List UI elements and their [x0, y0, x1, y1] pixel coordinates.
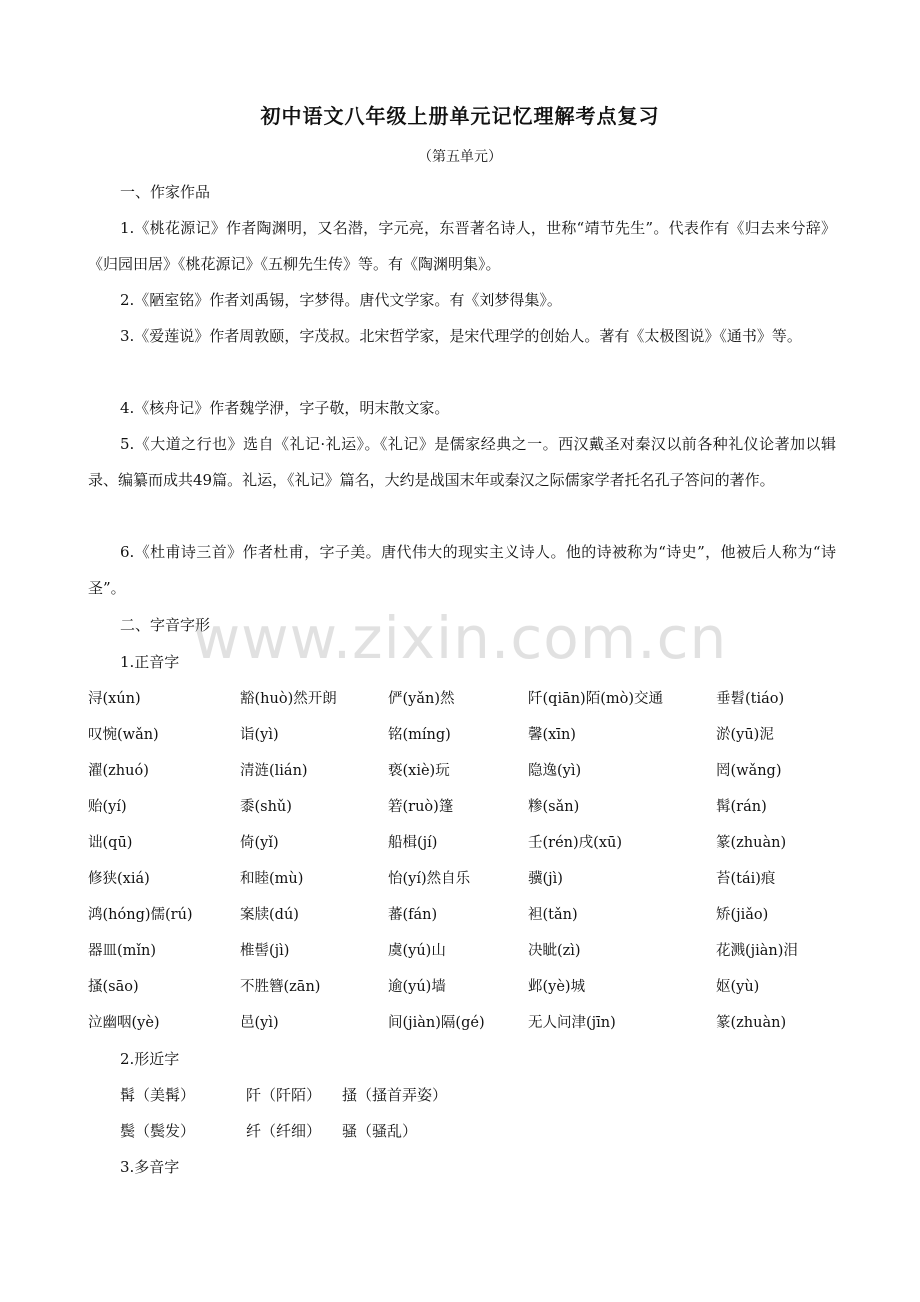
similar-item: 髯（美髯）	[120, 1086, 196, 1104]
paragraph-3: 3.《爱莲说》作者周敦颐，字茂叔。北宋哲学家，是宋代理学的创始人。著有《太极图说》《通书》等。	[120, 327, 802, 345]
section-heading-pronunciation: 二、字音字形	[120, 616, 211, 634]
pronunciation-item: 蕃(fán)	[388, 907, 438, 923]
similar-item: 骚（骚乱）	[342, 1122, 418, 1140]
pronunciation-item: 泣幽咽(yè)	[88, 1015, 160, 1031]
pronunciation-item: 和睦(mù)	[240, 871, 304, 887]
pronunciation-item: 清涟(lián)	[240, 763, 308, 779]
pronunciation-item: 馨(xīn)	[528, 727, 576, 743]
pronunciation-item: 间(jiàn)隔(gé)	[388, 1015, 485, 1031]
pronunciation-row	[88, 1011, 848, 1047]
pronunciation-item: 花溅(jiàn)泪	[716, 943, 798, 959]
pronunciation-item: 邺(yè)城	[528, 979, 586, 995]
pronunciation-item: 倚(yǐ)	[240, 835, 279, 851]
similar-item: 纤（纤细）	[246, 1122, 322, 1140]
pronunciation-item: 船楫(jí)	[388, 835, 438, 851]
pronunciation-item: 案牍(dú)	[240, 907, 299, 923]
pronunciation-row	[88, 867, 848, 903]
similar-characters-row	[120, 1120, 720, 1156]
pronunciation-item: 椎髻(jì)	[240, 943, 290, 959]
pronunciation-item: 诣(yì)	[240, 727, 279, 743]
pronunciation-item: 豁(huò)然开朗	[240, 691, 337, 707]
pronunciation-item: 贻(yí)	[88, 799, 127, 815]
pronunciation-item: 篆(zhuàn)	[716, 835, 787, 851]
pronunciation-item: 袒(tǎn)	[528, 907, 578, 923]
pronunciation-item: 器皿(mǐn)	[88, 943, 157, 959]
document-title: 初中语文八年级上册单元记忆理解考点复习	[260, 104, 660, 128]
pronunciation-item: 壬(rén)戌(xū)	[528, 835, 622, 851]
pronunciation-item: 修狭(xiá)	[88, 871, 150, 887]
pronunciation-row	[88, 939, 848, 975]
document-subtitle: （第五单元）	[418, 149, 502, 165]
pronunciation-item: 矫(jiǎo)	[716, 907, 769, 923]
pronunciation-item: 隐逸(yì)	[528, 763, 582, 779]
subheading-similar-characters: 2.形近字	[120, 1050, 180, 1068]
pronunciation-row	[88, 831, 848, 867]
pronunciation-item: 罔(wǎng)	[716, 763, 782, 779]
pronunciation-item: 糁(sǎn)	[528, 799, 580, 815]
subheading-correct-pronunciation: 1.正音字	[120, 653, 180, 671]
paragraph-1: 1.《桃花源记》作者陶渊明，又名潜，字元亮，东晋著名诗人，世称“靖节先生”。代表作有《归去来兮辞》《归园田居》《桃花源记》《五柳先生传》等。有《陶渊明集》。	[88, 219, 836, 273]
pronunciation-item: 亵(xiè)玩	[388, 763, 450, 779]
pronunciation-row	[88, 723, 848, 759]
pronunciation-item: 浔(xún)	[88, 691, 141, 707]
pronunciation-item: 无人问津(jīn)	[528, 1015, 616, 1031]
pronunciation-item: 鸿(hóng)儒(rú)	[88, 907, 193, 923]
paragraph-2: 2.《陋室铭》作者刘禹锡，字梦得。唐代文学家。有《刘梦得集》。	[120, 291, 562, 309]
pronunciation-row	[88, 759, 848, 795]
pronunciation-item: 叹惋(wǎn)	[88, 727, 159, 743]
pronunciation-row	[88, 903, 848, 939]
pronunciation-item: 妪(yù)	[716, 979, 760, 995]
similar-item: 搔（搔首弄姿）	[342, 1086, 448, 1104]
pronunciation-item: 髯(rán)	[716, 799, 767, 815]
similar-characters-row	[120, 1084, 720, 1120]
watermark: www.zixin.com.cn	[192, 604, 728, 672]
pronunciation-item: 虞(yú)山	[388, 943, 446, 959]
pronunciation-item: 箬(ruò)篷	[388, 799, 454, 815]
pronunciation-row	[88, 975, 848, 1011]
pronunciation-row	[88, 795, 848, 831]
pronunciation-item: 铭(míng)	[388, 727, 451, 743]
paragraph-6: 6.《杜甫诗三首》作者杜甫，字子美。唐代伟大的现实主义诗人。他的诗被称为“诗史”，他被后人称为“诗圣”。	[88, 543, 836, 597]
pronunciation-item: 怡(yí)然自乐	[388, 871, 471, 887]
pronunciation-item: 邑(yì)	[240, 1015, 279, 1031]
pronunciation-item: 垂髫(tiáo)	[716, 691, 785, 707]
pronunciation-item: 骥(jì)	[528, 871, 563, 887]
section-heading-authors: 一、作家作品	[120, 183, 211, 201]
pronunciation-item: 篆(zhuàn)	[716, 1015, 787, 1031]
pronunciation-item: 黍(shǔ)	[240, 799, 292, 815]
pronunciation-item: 搔(sāo)	[88, 979, 139, 995]
paragraph-4: 4.《核舟记》作者魏学洢，字子敬，明末散文家。	[120, 399, 450, 417]
similar-item: 鬓（鬓发）	[120, 1122, 196, 1140]
pronunciation-item: 阡(qiān)陌(mò)交通	[528, 691, 664, 707]
pronunciation-item: 俨(yǎn)然	[388, 691, 455, 707]
pronunciation-item: 不胜簪(zān)	[240, 979, 321, 995]
similar-item: 阡（阡陌）	[246, 1086, 322, 1104]
pronunciation-row	[88, 687, 848, 723]
pronunciation-item: 逾(yú)墙	[388, 979, 446, 995]
pronunciation-item: 苔(tái)痕	[716, 871, 776, 887]
pronunciation-item: 濯(zhuó)	[88, 763, 149, 779]
subheading-polyphones: 3.多音字	[120, 1158, 180, 1176]
paragraph-5: 5.《大道之行也》选自《礼记·礼运》。《礼记》是儒家经典之一。西汉戴圣对秦汉以前各种礼仪论著加以辑录、编纂而成共49篇。礼运，《礼记》篇名，大约是战国末年或秦汉之际儒家学者托名孔子答问的著作。	[88, 435, 836, 489]
pronunciation-item: 淤(yū)泥	[716, 727, 774, 743]
pronunciation-item: 诎(qū)	[88, 835, 133, 851]
pronunciation-item: 决眦(zì)	[528, 943, 581, 959]
